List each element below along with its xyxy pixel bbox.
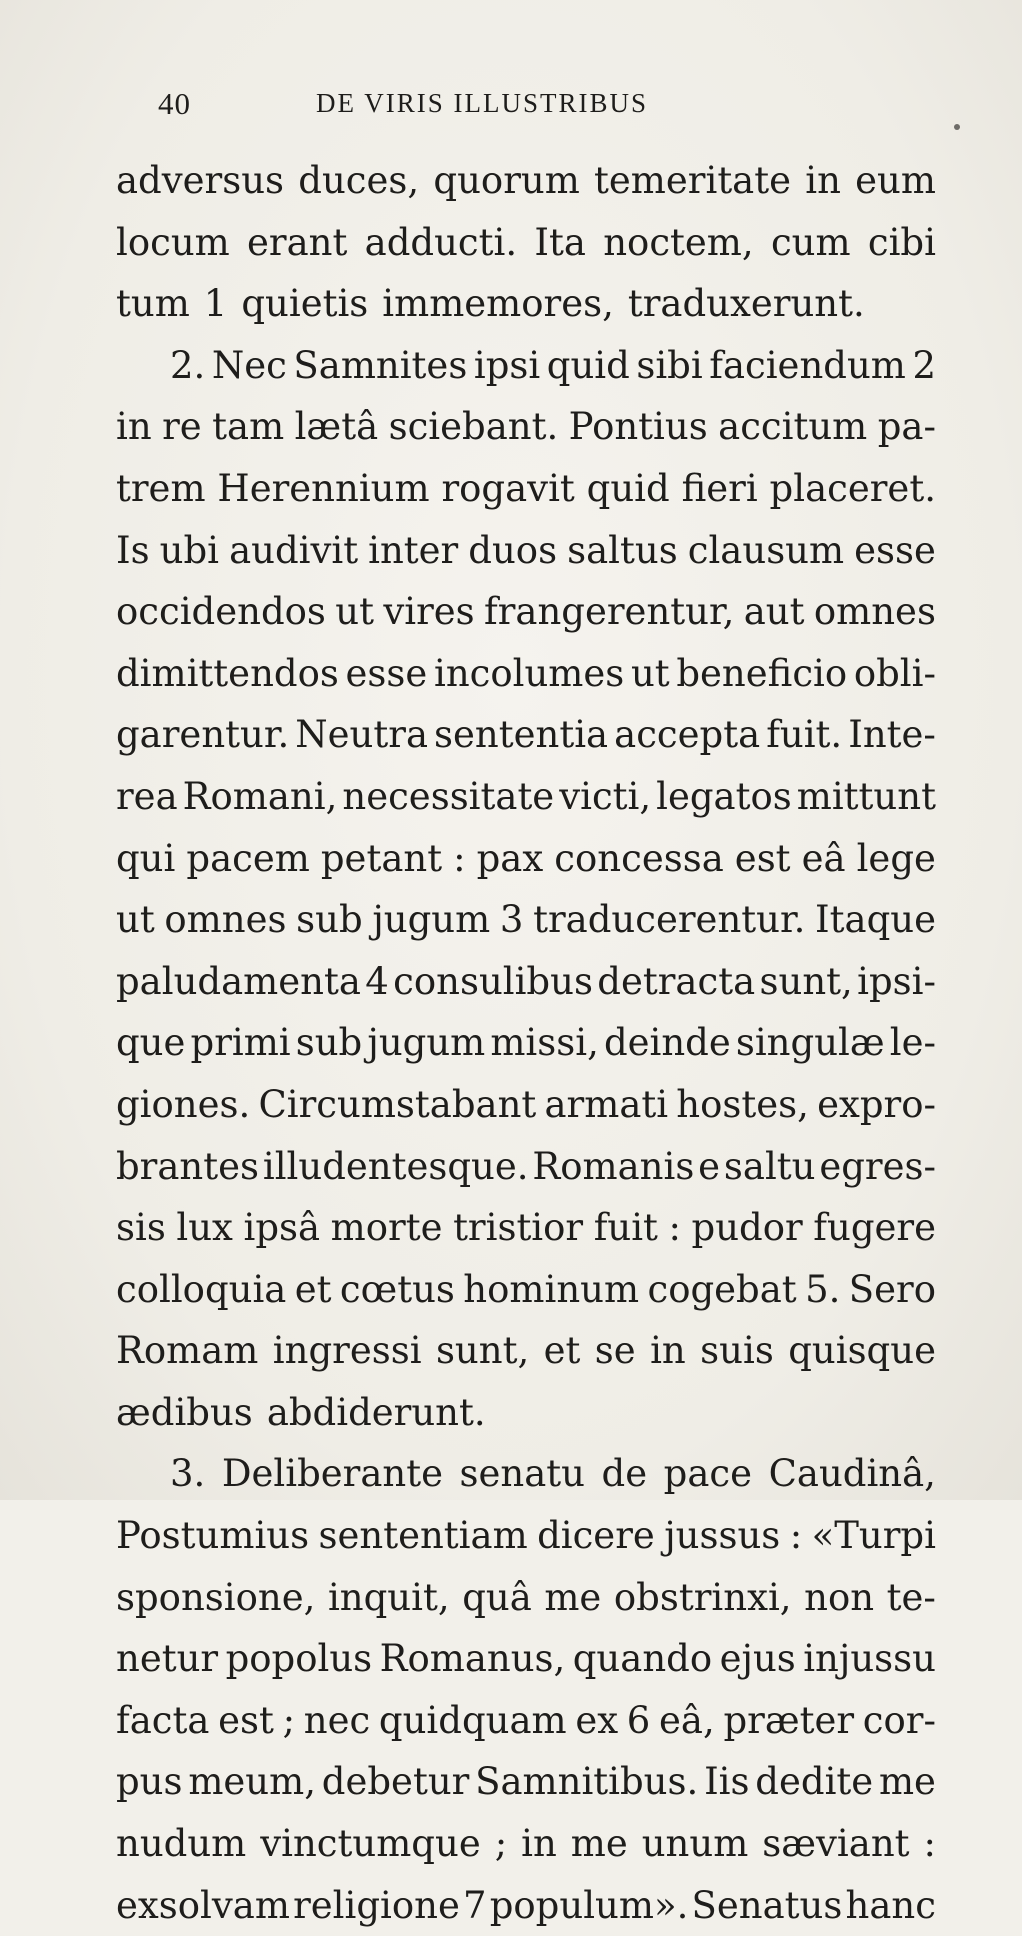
text-line: trem Herennium rogavit quid fieri placeret. [116,466,936,510]
text-line: paludamenta 4 consulibus detracta sunt, ipsi- [116,959,936,1003]
text-line: garentur. Neutra sententia accepta fuit. Inte- [116,713,936,757]
running-head: DE VIRIS ILLUSTRIBUS [316,88,649,118]
text-line: ædibus abdiderunt. [116,1390,486,1434]
text-line: nudum vinctumque ; in me unum sæviant : [116,1822,936,1866]
body-text [116,150,936,1936]
text-line: giones. Circumstabant armati hostes, expro- [116,1082,936,1126]
text-line: in re tam lætâ sciebant. Pontius accitum pa- [116,405,936,449]
text-line: brantes illudentesque. Romanis e saltu egres- [116,1144,936,1188]
page-number: 40 [158,86,191,121]
text-line: facta est ; nec quidquam ex 6 eâ, præter cor- [116,1698,936,1742]
text-line: ut omnes sub jugum 3 traducerentur. Itaque [116,898,936,942]
text-line: 3. Deliberante senatu de pace Caudinâ, [170,1452,936,1496]
text-line: 2. Nec Samnites ipsi quid sibi faciendum 2 [170,343,936,387]
print-speck [954,124,960,130]
text-line: rea Romani, necessitate victi, legatos mittunt [116,774,936,818]
text-line: Is ubi audivit inter duos saltus clausum esse [116,528,936,572]
text-line: adversus duces, quorum temeritate in eum [116,159,936,202]
text-line: sponsione, inquit, quâ me obstrinxi, non te- [116,1575,936,1619]
text-line: que primi sub jugum missi, deinde singulæ le- [116,1021,936,1065]
text-line: dimittendos esse incolumes ut beneficio obli- [116,651,936,695]
text-line: netur popolus Romanus, quando ejus injussu [116,1637,936,1681]
text-line: exsolvam religione 7 populum». Senatus hanc [116,1883,936,1927]
text-line: pus meum, debetur Samnitibus. Iis dedite me [116,1760,936,1804]
text-line: occidendos ut vires frangerentur, aut omnes [116,590,936,634]
text-line: qui pacem petant : pax concessa est eâ lege [116,836,936,880]
page-header [158,86,758,126]
text-line: Romam ingressi sunt, et se in suis quisque [116,1329,936,1373]
text-line: sis lux ipsâ morte tristior fuit : pudor fugere [116,1206,936,1250]
text-line: colloquia et cœtus hominum cogebat 5. Sero [116,1267,936,1311]
text-line: tum 1 quietis immemores, traduxerunt. [116,282,865,326]
text-line: locum erant adducti. Ita noctem, cum cibi [116,220,936,264]
text-line: Postumius sententiam dicere jussus : «Turpi [116,1514,936,1558]
